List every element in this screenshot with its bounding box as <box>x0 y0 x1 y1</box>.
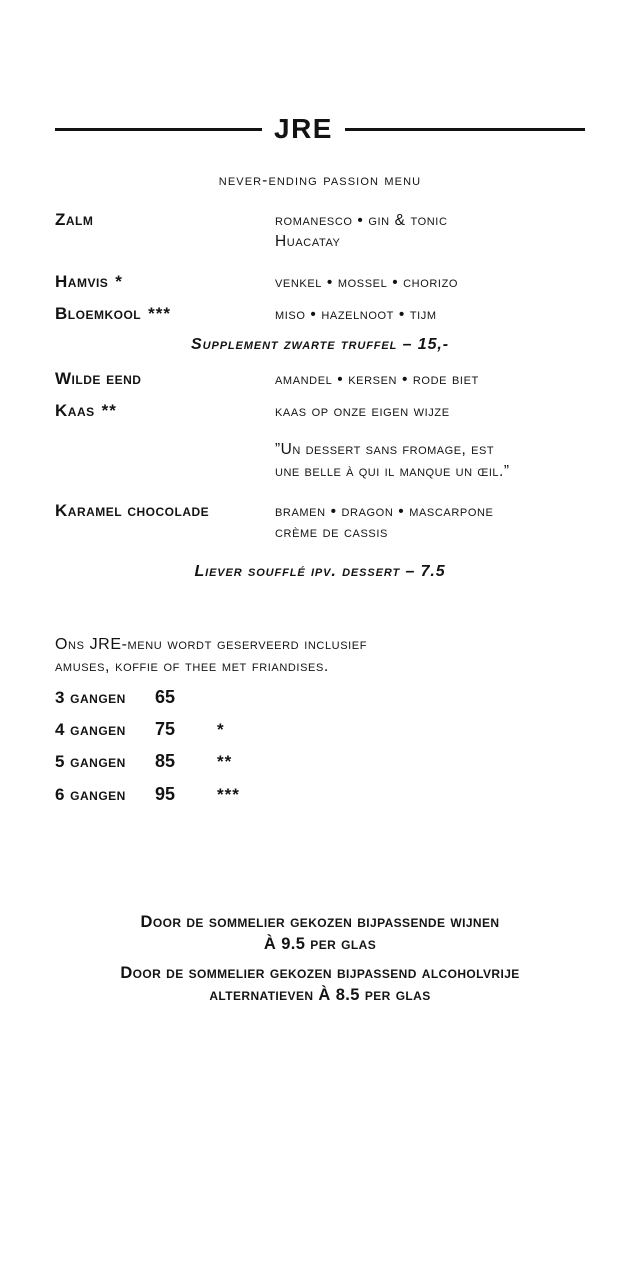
menu-item-row <box>55 400 585 422</box>
menu-item-row <box>55 368 585 390</box>
wine-pairing-note <box>0 912 640 955</box>
wine-pairing-line: Door de sommelier gekozen bijpassende wijnen <box>140 913 500 931</box>
dish-name <box>55 271 275 292</box>
dish-description-line: bramen • dragon • mascarpone <box>275 503 494 520</box>
course-price: 65 <box>155 687 176 707</box>
divider-rule-right <box>345 128 585 131</box>
dish-description <box>275 210 448 252</box>
alcohol-free-pairing-note <box>0 963 640 1006</box>
alcohol-free-line: Door de sommelier gekozen bijpassend alcoholvrije <box>120 964 520 982</box>
dish-description <box>275 272 458 293</box>
course-price: 75 <box>155 719 176 739</box>
menu-item-row <box>55 209 585 252</box>
dish-name <box>55 209 275 230</box>
course-stars: ** <box>217 752 233 771</box>
menu-included-info <box>55 634 585 677</box>
dish-description-line: venkel • mossel • chorizo <box>275 274 459 291</box>
dish-description <box>275 369 479 390</box>
dish-name-text: Karamel chocolade <box>55 501 210 520</box>
dish-description <box>275 501 493 543</box>
dish-name-text: Kaas <box>55 401 95 420</box>
brand-logo: JRE <box>274 113 333 144</box>
dish-description-line: amandel • kersen • rode biet <box>275 371 479 388</box>
souffle-option-note: Liever soufflé ipv. dessert – 7.5 <box>194 563 446 580</box>
cheese-quote-line: ”Un dessert sans fromage, est <box>275 441 495 458</box>
menu-included-info-line: amuses, koffie of thee met friandises. <box>55 657 329 675</box>
pricing-row <box>55 784 355 805</box>
dish-name-text: Bloemkool <box>55 304 142 323</box>
course-count-label: 6 gangen <box>55 785 126 804</box>
dish-name-text: Hamvis <box>55 272 109 291</box>
dish-description <box>275 304 437 325</box>
wine-pairing-line: À 9.5 per glas <box>263 934 377 953</box>
course-price: 85 <box>155 751 176 771</box>
course-stars: * <box>217 720 225 739</box>
pricing-row <box>55 719 355 740</box>
dish-description <box>275 401 450 422</box>
truffle-supplement-note: Supplement zwarte truffel – 15,- <box>191 336 449 353</box>
dish-description-line: Huacatay <box>275 233 341 250</box>
cheese-quote-line: une belle à qui il manque un œil.” <box>275 462 510 480</box>
pricing-row <box>55 751 355 772</box>
dish-marker: *** <box>148 304 171 323</box>
menu-item-row <box>55 271 585 293</box>
dish-name-text: Wilde eend <box>55 369 142 388</box>
menu-included-info-line: Ons JRE-menu wordt geserveerd inclusief <box>55 636 368 653</box>
divider-rule-left <box>55 128 262 131</box>
dish-name <box>55 368 275 389</box>
dish-marker: * <box>115 272 123 291</box>
dish-description-line: romanesco • gin & tonic <box>275 212 448 229</box>
dish-name-text: Zalm <box>55 210 94 229</box>
dish-description-line: miso • hazelnoot • tijm <box>275 306 437 323</box>
dish-marker: ** <box>101 401 117 420</box>
alcohol-free-line: alternatieven À 8.5 per glas <box>209 985 431 1004</box>
course-count-label: 4 gangen <box>55 720 126 739</box>
header <box>55 112 585 146</box>
dish-name <box>55 500 275 521</box>
dish-name <box>55 400 275 421</box>
dish-name <box>55 303 275 324</box>
course-stars: *** <box>217 785 240 804</box>
dish-description-line: kaas op onze eigen wijze <box>275 403 450 420</box>
menu-subtitle: never-ending passion menu <box>218 172 422 189</box>
menu-item-row <box>55 303 585 325</box>
pricing-row <box>55 687 355 708</box>
cheese-quote <box>275 439 605 482</box>
course-price: 95 <box>155 784 176 804</box>
course-count-label: 5 gangen <box>55 752 126 771</box>
course-count-label: 3 gangen <box>55 688 126 707</box>
menu-item-row <box>55 500 585 543</box>
dish-description-line: crème de cassis <box>275 524 388 541</box>
